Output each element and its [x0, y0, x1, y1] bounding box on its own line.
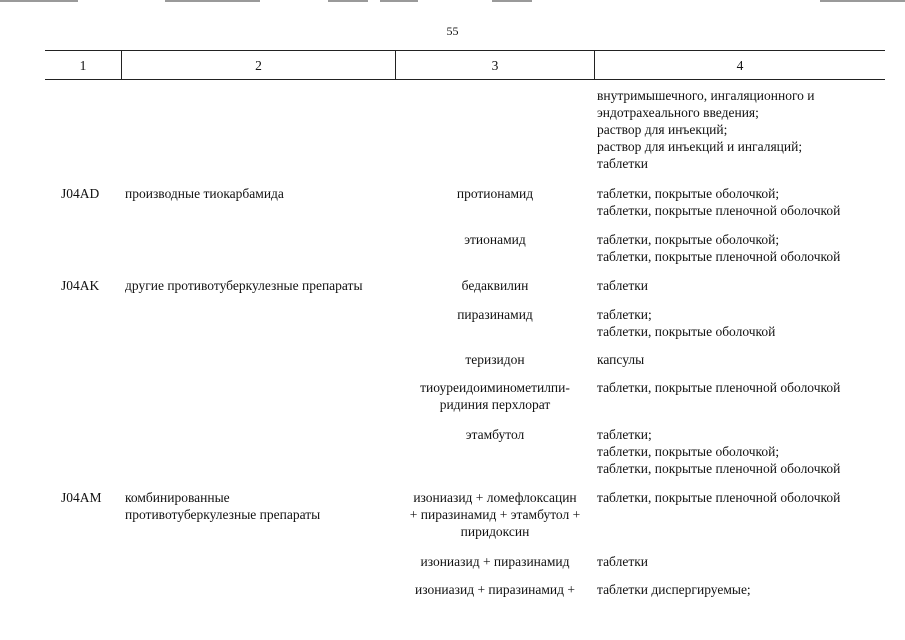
header-col-3: 3	[491, 58, 499, 73]
drug-name	[396, 351, 594, 368]
continuation-dosage-forms	[597, 87, 815, 172]
atc-code: J04AK	[61, 278, 100, 293]
scan-artifact-line	[380, 0, 418, 2]
continuation-dosage-forms-line: таблетки	[597, 156, 649, 171]
dosage-forms	[597, 426, 840, 477]
drug-name	[396, 231, 594, 248]
drug-name	[396, 426, 594, 443]
dosage-forms-line: таблетки, покрытые пленочной оболочкой	[597, 203, 841, 218]
dosage-forms-line: таблетки, покрытые оболочкой	[597, 324, 776, 339]
drug-name	[396, 553, 594, 570]
header-col-4: 4	[736, 58, 744, 73]
pharmacological-group-line: производные тиокарбамида	[125, 186, 284, 201]
header-col-2: 2	[255, 58, 262, 73]
header-col-1: 1	[79, 58, 87, 73]
dosage-forms	[597, 489, 840, 506]
pharmacological-group-line: противотуберкулезные препараты	[125, 507, 321, 522]
dosage-forms	[597, 231, 840, 265]
drug-name-line: изониазид + ломефлоксацин	[413, 490, 577, 505]
dosage-forms	[597, 553, 648, 570]
dosage-forms-line: таблетки, покрытые пленочной оболочкой	[597, 490, 841, 505]
atc-code: J04AD	[61, 186, 100, 201]
dosage-forms-line: таблетки диспергируемые;	[597, 582, 751, 597]
drug-name-line: бедаквилин	[461, 278, 529, 293]
drug-name-line: пиридоксин	[460, 524, 530, 539]
drug-name-line: изониазид + пиразинамид +	[414, 582, 576, 597]
drug-name-line: тиоуреидоиминометилпи-	[420, 380, 570, 395]
scan-artifact-line	[328, 0, 368, 2]
scan-artifact-line	[492, 0, 532, 2]
continuation-dosage-forms-line: раствор для инъекций и ингаляций;	[597, 139, 803, 154]
dosage-forms-line: капсулы	[597, 352, 645, 367]
continuation-dosage-forms-line: внутримышечного, ингаляционного и	[597, 88, 815, 103]
drug-name-line: этионамид	[464, 232, 526, 247]
drug-name-line: пиразинамид	[457, 307, 533, 322]
dosage-forms-line: таблетки	[597, 554, 649, 569]
scan-artifact-line	[0, 0, 78, 2]
dosage-forms-line: таблетки	[597, 278, 649, 293]
dosage-forms-line: таблетки, покрытые оболочкой;	[597, 186, 780, 201]
atc-code: J04AM	[61, 490, 102, 505]
drug-name	[396, 489, 594, 540]
drug-name-line: теризидон	[465, 352, 525, 367]
pharmacological-group	[125, 489, 320, 523]
dosage-forms	[597, 185, 840, 219]
scan-artifact-line	[165, 0, 260, 2]
dosage-forms-line: таблетки, покрытые оболочкой;	[597, 444, 780, 459]
drug-name	[396, 277, 594, 294]
dosage-forms-line: таблетки, покрытые пленочной оболочкой	[597, 461, 841, 476]
dosage-forms	[597, 277, 648, 294]
dosage-forms	[597, 581, 751, 598]
drug-name-line: ридиния перхлорат	[439, 397, 551, 412]
drug-name-line: этамбутол	[465, 427, 525, 442]
dosage-forms-line: таблетки, покрытые пленочной оболочкой	[597, 380, 841, 395]
dosage-forms	[597, 379, 840, 396]
drug-name	[396, 306, 594, 323]
pharmacological-group	[125, 185, 284, 202]
dosage-forms	[597, 306, 775, 340]
pharmacological-group	[125, 277, 363, 294]
dosage-forms-line: таблетки;	[597, 307, 652, 322]
drug-name-line: протионамид	[456, 186, 534, 201]
pharmacological-group-line: другие противотуберкулезные препараты	[125, 278, 363, 293]
drug-name-line: + пиразинамид + этамбутол +	[409, 507, 581, 522]
dosage-forms-line: таблетки;	[597, 427, 652, 442]
continuation-dosage-forms-line: раствор для инъекций;	[597, 122, 728, 137]
drug-name	[396, 185, 594, 202]
continuation-dosage-forms-line: эндотрахеального введения;	[597, 105, 759, 120]
table-header-row	[45, 50, 885, 80]
scan-artifact-line	[820, 0, 905, 2]
dosage-forms-line: таблетки, покрытые оболочкой;	[597, 232, 780, 247]
drug-name	[396, 581, 594, 598]
drug-name-line: изониазид + пиразинамид	[420, 554, 570, 569]
dosage-forms-line: таблетки, покрытые пленочной оболочкой	[597, 249, 841, 264]
pharmacological-group-line: комбинированные	[125, 490, 230, 505]
page-number: 55	[446, 24, 459, 38]
dosage-forms	[597, 351, 644, 368]
drug-name	[396, 379, 594, 413]
